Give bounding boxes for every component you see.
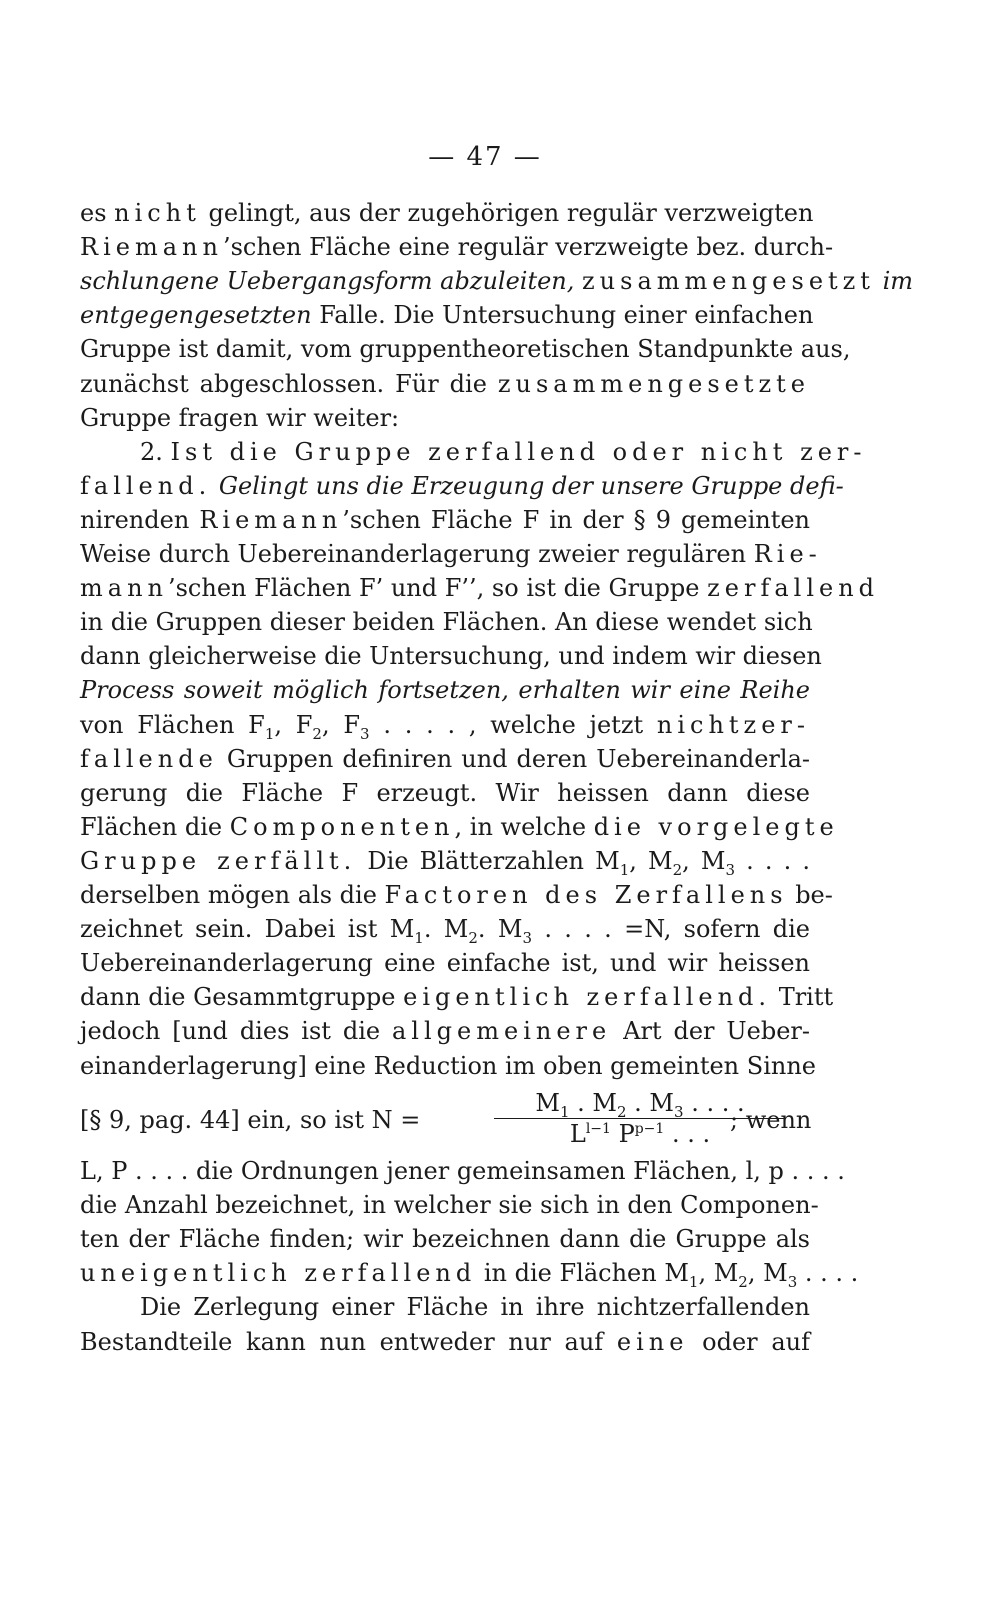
text-segment: Gruppe ist damit, vom gruppentheoretischen Standpunkte aus, — [80, 335, 851, 364]
text-line — [80, 232, 834, 264]
text-segment: es — [80, 199, 115, 227]
text-segment: L, P . . . . die Ordnungen jener gemeinsamen Flächen, l, p . . . . — [80, 1157, 845, 1185]
page-number: — 47 — — [428, 142, 542, 172]
text-segment: eigentlich zerfallend. — [403, 983, 772, 1012]
text-segment: 2. — [140, 437, 171, 466]
subscript: 1 — [619, 860, 630, 879]
text-segment: Componenten — [229, 812, 455, 841]
text-segment: die vorgelegte — [593, 812, 839, 841]
text-segment: schlungene Uebergangsform abzuleiten, — [80, 267, 583, 296]
text-segment: nicht — [114, 199, 201, 227]
text-line — [80, 1258, 859, 1292]
formula-prefix: [§ 9, pag. 44] ein, so ist N = — [80, 1106, 421, 1134]
text-segment: zeichnet sein. Dabei ist M — [80, 915, 415, 944]
text-segment: , F — [321, 710, 361, 739]
text-segment: , M — [682, 846, 726, 875]
text-segment: Factoren des Zerfallens — [384, 881, 788, 909]
text-line — [80, 471, 844, 503]
text-line — [80, 914, 810, 946]
text-segment: dann gleicherweise die Untersuchung, und indem wir diesen — [80, 642, 822, 671]
text-line — [80, 1190, 819, 1222]
text-segment: Ist die Gruppe zerfallend oder nicht zer- — [170, 437, 867, 466]
text-segment: fallende — [80, 744, 218, 773]
text-line — [80, 573, 880, 605]
text-segment: Rie- — [753, 540, 822, 568]
formula-suffix: ; wenn — [730, 1106, 812, 1134]
text-segment: mann — [80, 574, 168, 603]
text-segment: zusammengesetzte — [497, 369, 810, 398]
text-segment: Process soweit möglich fortsetzen, erhalten wir eine Reihe — [80, 676, 810, 705]
text-line — [80, 1327, 810, 1359]
text-line — [140, 437, 867, 469]
text-segment: zerfallend — [707, 574, 880, 603]
text-line — [80, 300, 814, 332]
text-line — [80, 607, 813, 639]
text-segment: ’schen Fläche eine regulär verzweigte bez. durch- — [222, 233, 834, 262]
text-segment: Falle. Die Untersuchung einer einfachen — [311, 301, 814, 330]
text-segment: Uebereinanderlagerung eine einfache ist, und wir heissen — [80, 949, 810, 978]
text-line — [80, 982, 834, 1014]
text-segment: nichtzer- — [656, 710, 810, 739]
text-line — [80, 198, 814, 230]
text-line — [80, 539, 822, 571]
text-segment: in die Gruppen dieser beiden Flächen. An diese wendet sich — [80, 608, 813, 637]
formula-line — [80, 1088, 810, 1152]
text-line — [80, 880, 833, 912]
subscript: 3 — [787, 1273, 798, 1292]
text-segment: dann die Gesammtgruppe — [80, 983, 404, 1012]
text-segment: entgegengesetzten — [80, 301, 312, 330]
text-segment: eine — [616, 1327, 689, 1356]
text-line — [80, 505, 810, 537]
text-segment: Bestandteile kann nun entweder nur auf — [80, 1327, 617, 1356]
text-segment: Gelingt uns die Erzeugung der unsere Gruppe defi- — [211, 471, 844, 500]
text-segment: Gruppe zerfällt. — [80, 846, 357, 875]
text-segment: Die Zerlegung einer Fläche in ihre nichtzerfallenden — [140, 1293, 810, 1322]
text-line — [80, 403, 810, 435]
text-segment: be- — [787, 881, 833, 909]
text-line — [80, 812, 839, 844]
text-segment: ’schen Flächen F’ und F’’, so ist die Gruppe — [167, 574, 708, 603]
text-line — [80, 744, 810, 776]
formula-denominator: $L^{l-1}$ $P^{p-1}$ . . . — [569, 1120, 711, 1148]
text-segment: zunächst abgeschlossen. Für die — [80, 369, 498, 398]
text-segment: von Flächen F — [80, 710, 265, 739]
text-line — [80, 369, 810, 401]
subscript: 2 — [738, 1273, 748, 1292]
text-segment: derselben mögen als die — [80, 881, 385, 909]
subscript: 2 — [312, 724, 322, 743]
text-segment: ’schen Fläche F in der § 9 gemeinten — [342, 505, 811, 534]
text-line — [140, 1292, 810, 1324]
text-segment: . . . . — [797, 1259, 859, 1288]
text-line — [80, 778, 810, 810]
text-segment: , M — [747, 1259, 788, 1288]
text-segment: Gruppe fragen wir weiter: — [80, 403, 400, 432]
text-line — [80, 641, 822, 673]
text-segment: Tritt — [771, 983, 834, 1012]
text-segment: . . . . =N, sofern die — [532, 915, 810, 944]
text-segment: jedoch [und dies ist die — [80, 1017, 392, 1046]
text-segment: fallend. — [80, 471, 212, 500]
text-segment: . M — [423, 915, 469, 944]
text-segment: nirenden — [80, 505, 200, 534]
text-line — [80, 710, 810, 742]
text-segment: , in welche — [454, 812, 594, 841]
text-line — [80, 948, 810, 980]
text-line — [80, 846, 810, 878]
text-line — [80, 675, 810, 707]
text-line — [80, 1051, 816, 1083]
text-segment: die Anzahl bezeichnet, in welcher sie sich in den Componen- — [80, 1191, 819, 1220]
subscript: 3 — [725, 860, 735, 879]
text-segment: , M — [698, 1259, 739, 1288]
text-segment: Die Blätterzahlen M — [356, 846, 620, 875]
subscript: 1 — [414, 928, 424, 947]
subscript: 3 — [522, 928, 532, 947]
subscript: 1 — [264, 724, 275, 743]
text-segment: Riemann — [80, 233, 223, 262]
text-line — [80, 266, 914, 298]
text-segment: allgemeinere — [392, 1017, 612, 1046]
text-line — [80, 334, 851, 366]
text-segment: ten der Fläche finden; wir bezeichnen dann die Gruppe als — [80, 1225, 810, 1254]
text-segment: , F — [274, 710, 313, 739]
text-segment: zusammengesetzt — [582, 267, 875, 296]
text-segment: einanderlagerung] eine Reduction im oben gemeinten Sinne — [80, 1051, 816, 1080]
text-segment: in die Flächen M — [476, 1259, 689, 1288]
subscript: 1 — [688, 1273, 699, 1292]
subscript: 2 — [672, 860, 683, 879]
text-segment: Gruppen definiren und deren Uebereinanderla- — [217, 744, 810, 773]
text-segment: Weise durch Uebereinanderlagerung zweier regulären — [80, 540, 754, 568]
text-segment: oder auf — [688, 1327, 810, 1356]
text-segment: , M — [629, 846, 673, 875]
text-segment: Art der Ueber- — [611, 1017, 811, 1046]
text-segment: im — [874, 267, 914, 296]
subscript: 2 — [468, 928, 478, 947]
text-line — [80, 1156, 845, 1188]
text-segment: Flächen die — [80, 812, 230, 841]
text-segment: Riemann — [199, 505, 343, 534]
subscript: 3 — [360, 724, 370, 743]
text-segment: . M — [477, 915, 523, 944]
text-segment: gelingt, aus der zugehörigen regulär verzweigten — [200, 199, 814, 227]
text-line — [80, 1016, 810, 1048]
text-line — [80, 1224, 810, 1256]
text-segment: . . . . — [734, 846, 810, 875]
text-segment: gerung die Fläche F erzeugt. Wir heissen dann diese — [80, 778, 810, 807]
text-segment: uneigentlich zerfallend — [80, 1259, 477, 1288]
formula-numerator: $M_1$ . $M_2$ . $M_3$ . . . . — [535, 1089, 745, 1121]
text-segment: . . . . , welche jetzt — [369, 710, 657, 739]
